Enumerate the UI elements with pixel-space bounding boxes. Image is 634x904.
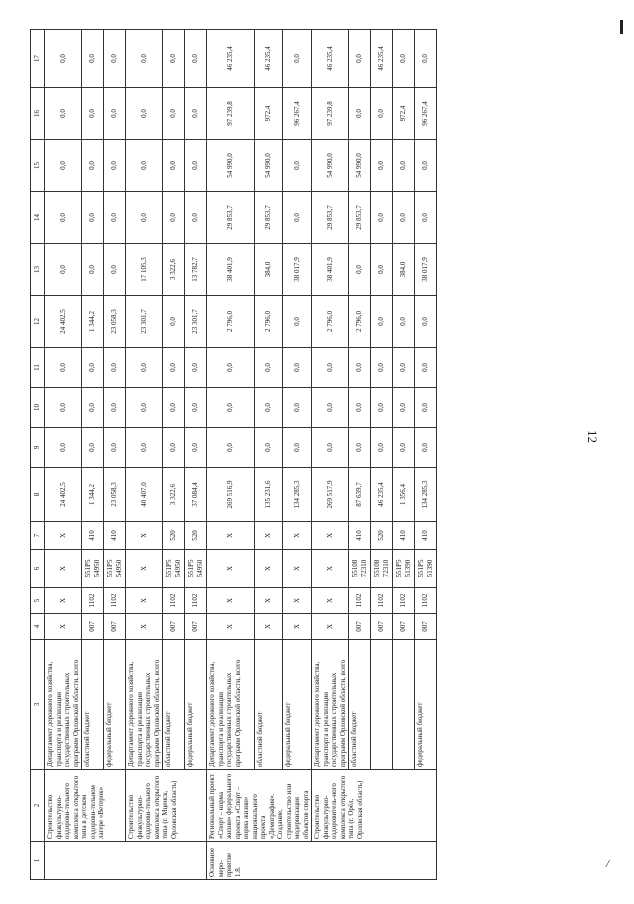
cell-col-10: 0,0 xyxy=(185,388,207,428)
cell-col-7: X xyxy=(254,522,283,550)
cell-col-13: 0,0 xyxy=(104,244,126,296)
cell-col-6: X xyxy=(126,550,163,588)
cell-col-11: 0,0 xyxy=(415,348,437,388)
cell-col-10: 0,0 xyxy=(415,388,437,428)
cell-col-17: 0,0 xyxy=(126,30,163,88)
cell-col-5: 1102 xyxy=(415,588,437,614)
cell-col-9: 0,0 xyxy=(163,428,185,468)
cell-col-15: 54 990,0 xyxy=(254,140,283,192)
cell-col-4: 007 xyxy=(371,614,393,640)
cell-col-12: 24 402,5 xyxy=(45,296,82,348)
cell-col-15: 0,0 xyxy=(185,140,207,192)
header-col-13: 13 xyxy=(31,244,45,296)
cell-col-15: 0,0 xyxy=(371,140,393,192)
cell-col-15: 0,0 xyxy=(415,140,437,192)
cell-col-3: Департамент дорожного хозяйства, транспорта и реализации государственных строительных программ Орловской области, всего xyxy=(207,640,255,770)
cell-col-4: X xyxy=(312,614,349,640)
cell-col-6: 55108 72310 xyxy=(349,550,371,588)
cell-col-7: 410 xyxy=(415,522,437,550)
cell-col-4: 007 xyxy=(393,614,415,640)
cell-col-14: 0,0 xyxy=(104,192,126,244)
header-col-11: 11 xyxy=(31,348,45,388)
cell-col-12: 2 796,0 xyxy=(207,296,255,348)
cell-col-11: 0,0 xyxy=(82,348,104,388)
cell-col-15: 0,0 xyxy=(283,140,312,192)
cell-col-5: 1102 xyxy=(349,588,371,614)
cell-col-11: 0,0 xyxy=(254,348,283,388)
cell-col-7: X xyxy=(126,522,163,550)
cell-col-11: 0,0 xyxy=(312,348,349,388)
cell-col-7: X xyxy=(312,522,349,550)
cell-object-name: Строительство физкультурно-оздорови-тельного комплекса открытого типа (г. Мценск, Орловская область) xyxy=(126,770,207,842)
cell-event: Основное меро-приятие 1.8. xyxy=(207,842,437,880)
cell-col-12: 0,0 xyxy=(371,296,393,348)
cell-col-11: 0,0 xyxy=(283,348,312,388)
cell-col-17: 0,0 xyxy=(283,30,312,88)
cell-event xyxy=(45,842,207,880)
cell-col-9: 0,0 xyxy=(371,428,393,468)
table-row xyxy=(312,30,349,880)
cell-col-12: 23 301,7 xyxy=(126,296,163,348)
cell-col-6: 551P5 54950 xyxy=(163,550,185,588)
cell-col-5: 1102 xyxy=(82,588,104,614)
cell-col-12: 0,0 xyxy=(283,296,312,348)
cell-col-17: 0,0 xyxy=(104,30,126,88)
cell-col-3: областной бюджет xyxy=(82,640,104,770)
cell-col-10: 0,0 xyxy=(45,388,82,428)
cell-col-4: 007 xyxy=(104,614,126,640)
cell-col-14: 0,0 xyxy=(415,192,437,244)
cell-col-12: 2 796,0 xyxy=(254,296,283,348)
cell-col-11: 0,0 xyxy=(163,348,185,388)
cell-object-name: Строительство физкультурно-оздоровитель-ного комплекса открытого типа (г. Орёл, Орловская область) xyxy=(312,770,437,842)
cell-col-17: 46 235,4 xyxy=(207,30,255,88)
cell-col-14: 0,0 xyxy=(371,192,393,244)
cell-col-3: областной бюджет xyxy=(163,640,185,770)
cell-col-11: 0,0 xyxy=(371,348,393,388)
cell-col-14: 0,0 xyxy=(45,192,82,244)
cell-col-12: 0,0 xyxy=(415,296,437,348)
header-col-2: 2 xyxy=(31,770,45,842)
cell-col-16: 0,0 xyxy=(185,88,207,140)
table-row xyxy=(82,30,104,880)
cell-col-3: областной бюджет xyxy=(254,640,283,770)
cell-col-6: 551P5 51390 xyxy=(415,550,437,588)
cell-col-4: 007 xyxy=(185,614,207,640)
cell-col-13: 38 017,9 xyxy=(283,244,312,296)
cell-col-8: 40 407,0 xyxy=(126,468,163,522)
cell-col-8: 37 084,4 xyxy=(185,468,207,522)
cell-object-name: Строительство физкультурно-оздорови-тельного комплекса открытого типа в детском оздорови-тельном лагере «Ветерок» xyxy=(45,770,126,842)
cell-col-4: 007 xyxy=(163,614,185,640)
cell-col-14: 0,0 xyxy=(163,192,185,244)
cell-col-3 xyxy=(371,640,393,770)
cell-col-10: 0,0 xyxy=(126,388,163,428)
cell-col-5: 1102 xyxy=(185,588,207,614)
cell-col-8: 23 058,3 xyxy=(104,468,126,522)
cell-col-6: X xyxy=(45,550,82,588)
table-row xyxy=(349,30,371,880)
header-col-12: 12 xyxy=(31,296,45,348)
cell-col-6: 551P5 54950 xyxy=(185,550,207,588)
header-row xyxy=(31,30,45,880)
cell-col-16: 96 267,4 xyxy=(283,88,312,140)
cell-col-14: 29 853,7 xyxy=(312,192,349,244)
table-body xyxy=(45,30,437,880)
cell-col-7: 410 xyxy=(349,522,371,550)
cell-col-3: федеральный бюджет xyxy=(283,640,312,770)
rotated-table-wrapper xyxy=(30,30,550,880)
cell-col-8: 24 402,5 xyxy=(45,468,82,522)
cell-col-8: 134 285,3 xyxy=(415,468,437,522)
cell-col-3: Департамент дорожного хозяйства, транспорта и реализации государственных строительных программ Орловской области, всего xyxy=(126,640,163,770)
cell-col-9: 0,0 xyxy=(126,428,163,468)
cell-col-11: 0,0 xyxy=(104,348,126,388)
header-col-7: 7 xyxy=(31,522,45,550)
cell-col-3 xyxy=(393,640,415,770)
header-col-17: 17 xyxy=(31,30,45,88)
cell-col-12: 0,0 xyxy=(393,296,415,348)
cell-col-4: 007 xyxy=(82,614,104,640)
table-row xyxy=(163,30,185,880)
cell-col-10: 0,0 xyxy=(254,388,283,428)
cell-col-11: 0,0 xyxy=(207,348,255,388)
cell-col-14: 29 853,7 xyxy=(207,192,255,244)
cell-col-14: 0,0 xyxy=(393,192,415,244)
cell-col-6: 551P5 54950 xyxy=(104,550,126,588)
cell-col-5: 1102 xyxy=(371,588,393,614)
cell-col-8: 269 516,9 xyxy=(207,468,255,522)
cell-col-15: 0,0 xyxy=(163,140,185,192)
cell-col-9: 0,0 xyxy=(207,428,255,468)
cell-col-16: 96 267,4 xyxy=(415,88,437,140)
cell-col-7: 410 xyxy=(82,522,104,550)
cell-col-15: 0,0 xyxy=(45,140,82,192)
cell-col-8: 134 285,3 xyxy=(283,468,312,522)
cell-col-16: 972,4 xyxy=(254,88,283,140)
cell-col-15: 0,0 xyxy=(104,140,126,192)
cell-col-3: Департамент дорожного хозяйства, транспорта и реализации государственных строительных программ Орловской области, всего xyxy=(45,640,82,770)
cell-col-5: 1102 xyxy=(163,588,185,614)
cell-col-10: 0,0 xyxy=(371,388,393,428)
table-row xyxy=(126,30,163,880)
header-col-1: 1 xyxy=(31,842,45,880)
cell-col-8: 1 344,2 xyxy=(82,468,104,522)
cell-col-14: 0,0 xyxy=(185,192,207,244)
cell-col-16: 0,0 xyxy=(163,88,185,140)
header-col-9: 9 xyxy=(31,428,45,468)
cell-col-15: 0,0 xyxy=(126,140,163,192)
cell-col-17: 46 235,4 xyxy=(371,30,393,88)
header-col-14: 14 xyxy=(31,192,45,244)
cell-col-6: X xyxy=(283,550,312,588)
cell-col-8: 135 231,6 xyxy=(254,468,283,522)
cell-col-17: 0,0 xyxy=(45,30,82,88)
cell-col-17: 0,0 xyxy=(163,30,185,88)
cell-col-16: 97 239,8 xyxy=(207,88,255,140)
header-col-3: 3 xyxy=(31,640,45,770)
cell-col-10: 0,0 xyxy=(207,388,255,428)
cell-col-14: 29 853,7 xyxy=(349,192,371,244)
cell-col-12: 23 301,7 xyxy=(185,296,207,348)
table-row xyxy=(415,30,437,880)
cell-col-12: 2 796,0 xyxy=(312,296,349,348)
cell-col-9: 0,0 xyxy=(393,428,415,468)
cell-col-13: 0,0 xyxy=(371,244,393,296)
header-col-10: 10 xyxy=(31,388,45,428)
cell-col-3: федеральный бюджет xyxy=(415,640,437,770)
cell-col-5: X xyxy=(45,588,82,614)
budget-table xyxy=(30,29,437,880)
cell-col-8: 46 235,4 xyxy=(371,468,393,522)
cell-col-6: 551P5 54950 xyxy=(82,550,104,588)
cell-col-5: X xyxy=(254,588,283,614)
cell-col-15: 0,0 xyxy=(82,140,104,192)
cell-col-13: 38 017,9 xyxy=(415,244,437,296)
cell-col-6: 551P5 51390 xyxy=(393,550,415,588)
cell-col-11: 0,0 xyxy=(126,348,163,388)
cell-col-17: 0,0 xyxy=(393,30,415,88)
cell-col-10: 0,0 xyxy=(163,388,185,428)
cell-col-9: 0,0 xyxy=(185,428,207,468)
table-row xyxy=(393,30,415,880)
cell-col-4: X xyxy=(254,614,283,640)
cell-col-5: X xyxy=(207,588,255,614)
cell-col-16: 0,0 xyxy=(371,88,393,140)
cell-col-15: 54 990,0 xyxy=(207,140,255,192)
cell-col-11: 0,0 xyxy=(349,348,371,388)
cell-col-9: 0,0 xyxy=(45,428,82,468)
cell-col-9: 0,0 xyxy=(283,428,312,468)
cell-col-7: 520 xyxy=(163,522,185,550)
cell-col-4: X xyxy=(45,614,82,640)
cell-col-16: 0,0 xyxy=(349,88,371,140)
cell-col-15: 54 990,0 xyxy=(312,140,349,192)
cell-col-8: 3 322,6 xyxy=(163,468,185,522)
cell-col-17: 0,0 xyxy=(415,30,437,88)
cell-col-3: областной бюджет xyxy=(349,640,371,770)
slash-mark: / xyxy=(606,858,610,870)
cell-col-17: 0,0 xyxy=(349,30,371,88)
cell-col-16: 972,4 xyxy=(393,88,415,140)
cell-object-name: Региональный проект «Спорт – норма жизни» федерального проекта «Спорт – норма жизни» национального проекта «Демография». Создание, строительство или модернизация объектов спорта xyxy=(207,770,312,842)
cell-col-13: 0,0 xyxy=(45,244,82,296)
cell-col-16: 0,0 xyxy=(104,88,126,140)
cell-col-4: X xyxy=(283,614,312,640)
cell-col-9: 0,0 xyxy=(104,428,126,468)
cell-col-15: 54 990,0 xyxy=(349,140,371,192)
cell-col-10: 0,0 xyxy=(104,388,126,428)
cell-col-11: 0,0 xyxy=(185,348,207,388)
cell-col-11: 0,0 xyxy=(45,348,82,388)
cell-col-3: Департамент дорожного хозяйства, транспорта и реализации государственных строительных программ Орловской области, всего xyxy=(312,640,349,770)
cell-col-13: 0,0 xyxy=(82,244,104,296)
cell-col-4: X xyxy=(126,614,163,640)
cell-col-7: 410 xyxy=(393,522,415,550)
cell-col-9: 0,0 xyxy=(254,428,283,468)
header-col-6: 6 xyxy=(31,550,45,588)
cell-col-7: 410 xyxy=(104,522,126,550)
cell-col-4: 007 xyxy=(415,614,437,640)
cell-col-13: 384,0 xyxy=(393,244,415,296)
cell-col-7: X xyxy=(283,522,312,550)
table-row xyxy=(45,30,82,880)
cell-col-8: 87 639,7 xyxy=(349,468,371,522)
cell-col-14: 0,0 xyxy=(82,192,104,244)
cell-col-7: 520 xyxy=(371,522,393,550)
table-row xyxy=(283,30,312,880)
cell-col-17: 46 235,4 xyxy=(312,30,349,88)
table-row xyxy=(185,30,207,880)
cell-col-10: 0,0 xyxy=(349,388,371,428)
cell-col-15: 0,0 xyxy=(393,140,415,192)
header-col-5: 5 xyxy=(31,588,45,614)
cell-col-3: федеральный бюджет xyxy=(104,640,126,770)
cell-col-13: 17 105,3 xyxy=(126,244,163,296)
cell-col-13: 38 401,9 xyxy=(312,244,349,296)
cell-col-5: X xyxy=(126,588,163,614)
table-row xyxy=(254,30,283,880)
cell-col-9: 0,0 xyxy=(312,428,349,468)
cell-col-12: 2 796,0 xyxy=(349,296,371,348)
cell-col-14: 0,0 xyxy=(283,192,312,244)
cell-col-17: 0,0 xyxy=(82,30,104,88)
cell-col-13: 0,0 xyxy=(349,244,371,296)
cell-col-12: 1 344,2 xyxy=(82,296,104,348)
cell-col-16: 97 239,8 xyxy=(312,88,349,140)
cell-col-10: 0,0 xyxy=(393,388,415,428)
header-col-15: 15 xyxy=(31,140,45,192)
cell-col-3: федеральный бюджет xyxy=(185,640,207,770)
table-row xyxy=(207,30,255,880)
page-number: 12 xyxy=(585,430,600,443)
cell-col-10: 0,0 xyxy=(312,388,349,428)
cell-col-17: 0,0 xyxy=(185,30,207,88)
cell-col-9: 0,0 xyxy=(349,428,371,468)
cell-col-6: X xyxy=(207,550,255,588)
cell-col-4: X xyxy=(207,614,255,640)
cell-col-16: 0,0 xyxy=(126,88,163,140)
cell-col-9: 0,0 xyxy=(415,428,437,468)
cell-col-12: 23 058,3 xyxy=(104,296,126,348)
cell-col-12: 0,0 xyxy=(163,296,185,348)
header-col-16: 16 xyxy=(31,88,45,140)
header-col-8: 8 xyxy=(31,468,45,522)
cell-col-14: 0,0 xyxy=(126,192,163,244)
cell-col-10: 0,0 xyxy=(283,388,312,428)
cell-col-5: 1102 xyxy=(393,588,415,614)
cell-col-8: 1 356,4 xyxy=(393,468,415,522)
cell-col-6: 55108 72310 xyxy=(371,550,393,588)
cell-col-5: 1102 xyxy=(104,588,126,614)
cell-col-5: X xyxy=(312,588,349,614)
cell-col-14: 29 853,7 xyxy=(254,192,283,244)
cell-col-5: X xyxy=(283,588,312,614)
cell-col-13: 38 401,9 xyxy=(207,244,255,296)
cell-col-13: 384,0 xyxy=(254,244,283,296)
cell-col-6: X xyxy=(312,550,349,588)
table-row xyxy=(104,30,126,880)
cell-col-4: 007 xyxy=(349,614,371,640)
cell-col-6: X xyxy=(254,550,283,588)
cell-col-13: 3 322,6 xyxy=(163,244,185,296)
header-col-4: 4 xyxy=(31,614,45,640)
cell-col-7: 520 xyxy=(185,522,207,550)
cell-col-16: 0,0 xyxy=(82,88,104,140)
corner-mark xyxy=(620,20,623,34)
cell-col-7: X xyxy=(45,522,82,550)
table-row xyxy=(371,30,393,880)
cell-col-11: 0,0 xyxy=(393,348,415,388)
cell-col-7: X xyxy=(207,522,255,550)
cell-col-16: 0,0 xyxy=(45,88,82,140)
cell-col-10: 0,0 xyxy=(82,388,104,428)
cell-col-17: 46 235,4 xyxy=(254,30,283,88)
cell-col-13: 13 782,7 xyxy=(185,244,207,296)
cell-col-9: 0,0 xyxy=(82,428,104,468)
cell-col-8: 269 517,9 xyxy=(312,468,349,522)
